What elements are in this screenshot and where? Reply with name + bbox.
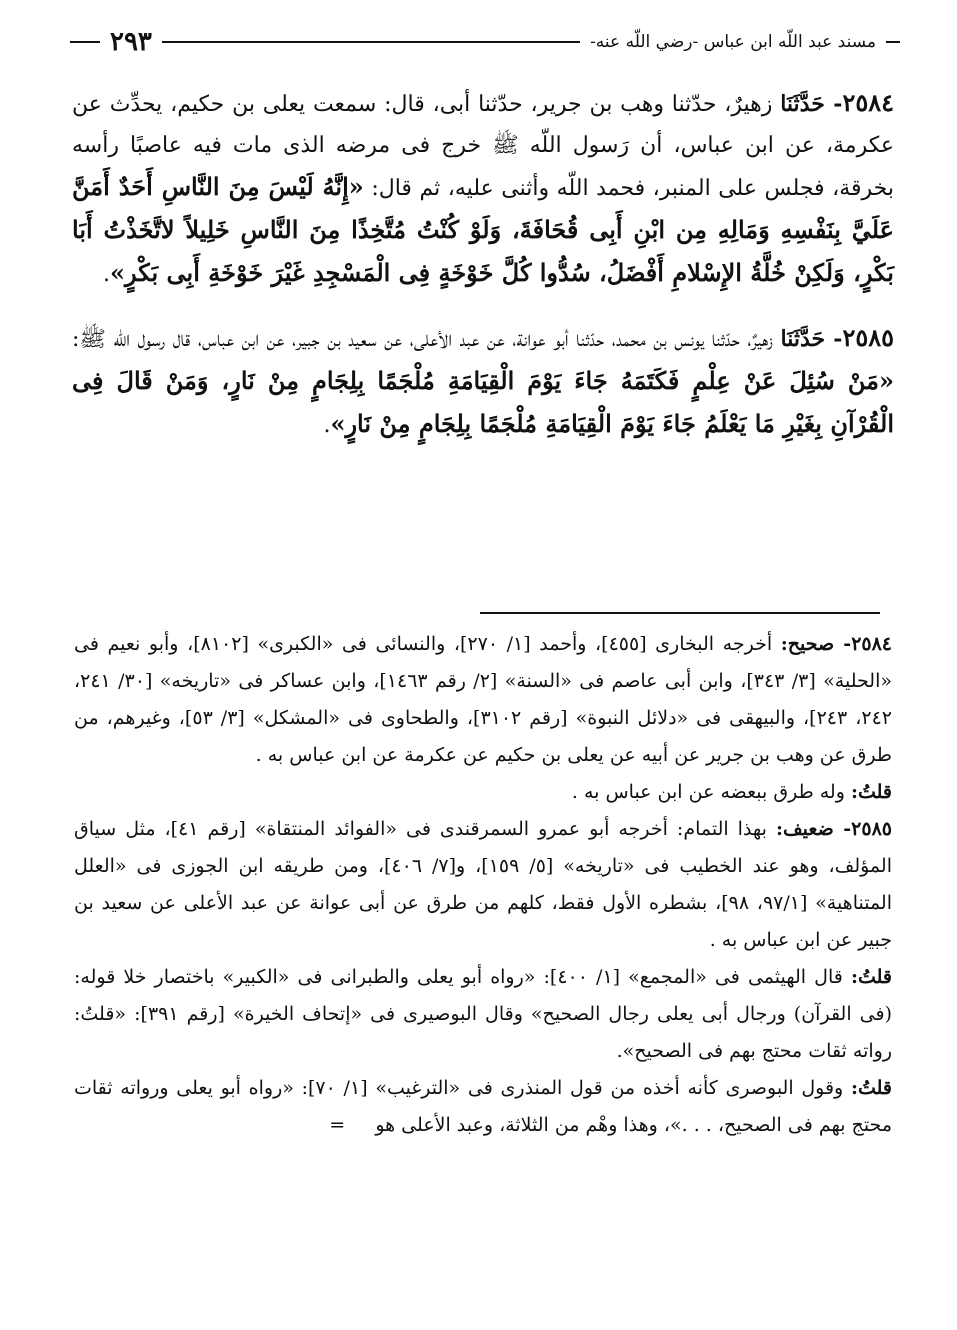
hadith-lead: - حَدَّثَنَا bbox=[780, 91, 843, 117]
footnote-2585 bbox=[74, 811, 892, 959]
header-rule bbox=[162, 41, 580, 43]
qult-text: وله طرق ببعضه عن ابن عباس به . bbox=[571, 781, 845, 803]
footnote-ref: ٢٥٨٥- ضعيف: bbox=[775, 818, 892, 840]
page-header bbox=[70, 20, 900, 64]
hadith-number: ٢٥٨٤ bbox=[842, 88, 894, 117]
footnote-text: أخرجه البخارى [٤٥٥]، وأحمد [١/ ٢٧٠]، والنسائى فى «الكبرى» [٨١٠٢]، وأبو نعيم فى «الحلية» [٣/ ٣٤٣]، وابن أبى عاصم فى «السنة» [٢/ رقم ١٤٦٣]، وابن عساكر فى «تاريخه» [٣٠/ ٢٤١، ٢٤٢، ٢٤٣]، والبيهقى فى «دلائل النبوة» [رقم ٣١٠٢]، والطحاوى فى «المشكل» [٣/ ٥٣]، وغيرهم، من طرق عن وهب بن جرير عن أبيه عن يعلى بن حكيم عن عكرمة عن ابن عباس به . bbox=[74, 633, 892, 766]
footnote-comment bbox=[74, 959, 892, 1070]
qult-text: وقول البوصرى كأنه أخذه من قول المنذرى فى «الترغيب» [١/ ٧٠]: «رواه أبو يعلى ورواته ثقات محتج بهم فى الصحيح، . . .»، وهذا وهْم من الثلاثة، وعبد الأعلى هو bbox=[74, 1077, 892, 1136]
footnote-separator bbox=[480, 612, 880, 614]
running-title: مسند عبد اللّه ابن عباس -رضي اللّه عنه- bbox=[590, 32, 876, 52]
qult-label: قلتُ: bbox=[850, 1077, 892, 1099]
hadith-matn: «إِنَّهُ لَيْسَ مِنَ النَّاسِ أَحَدٌ أَمَنَّ عَلَيَّ بِنَفْسِهِ وَمَالِهِ مِن ابْنِ أَبِى قُحَافَةَ، وَلَوْ كُنْتُ مُتَّخِذًا مِنَ النَّاسِ خَلِيلاً لاتَّخَذْتُ أَبَا بَكْرٍ، وَلَكِنْ خُلَّةُ الإِسْلامِ أَفْضَلُ، سُدُّوا كُلَّ خَوْخَةٍ فِى الْمَسْجِدِ غَيْرَ خَوْخَةِ أَبِى بَكْرٍ» bbox=[72, 172, 894, 287]
header-dash bbox=[70, 41, 100, 43]
hadith-2585 bbox=[72, 317, 894, 446]
footnote-ref: ٢٥٨٤- صحيح: bbox=[780, 633, 893, 655]
qult-label: قلتُ: bbox=[850, 781, 892, 803]
hadith-matn: «مَنْ سُئِلَ عَنْ عِلْمٍ فَكَتَمَهُ جَاءَ يَوْمَ الْقِيَامَةِ مُلْجَمًا بِلِجَامٍ مِنْ نَارٍ، وَمَنْ قَالَ فِى الْقُرْآنِ بِغَيْرِ مَا يَعْلَمُ جَاءَ يَوْمَ الْقِيَامَةِ مُلْجَمًا بِلِجَامٍ مِنْ نَارٍ» bbox=[72, 366, 894, 438]
hadith-isnad: زهيرٌ، حدّثنا وهب بن جرير، حدّثنا أبى، قال: سمعت يعلى بن حكيم، يحدِّث عن عكرمة، عن ابن عباس، أن رَسول اللّه ﷺ خرج فى مرضه الذى مات فيه عاصبًا رأسه بخرقة، فجلس على المنبر، فحمد اللّه وأثنى عليه، ثم قال: bbox=[72, 92, 894, 201]
page-number: ٢٩٣ bbox=[110, 27, 152, 57]
continued-mark: = bbox=[329, 1114, 346, 1136]
footnotes bbox=[74, 626, 892, 1144]
hadith-isnad: زهيرٌ، حدّثنا يونس بن محمد، حدّثنا أبو عوانة، عن عبد الأعلى، عن سعيد بن جبير، عن ابن عباس، قال رسول اللّه ﷺ: bbox=[72, 327, 773, 352]
hadith-end: . bbox=[323, 413, 331, 438]
footnote-2584 bbox=[74, 626, 892, 774]
hadith-number: ٢٥٨٥ bbox=[842, 323, 894, 352]
hadith-lead: - حَدَّثَنَا bbox=[780, 326, 843, 352]
qult-text: قال الهيثمى فى «المجمع» [١/ ٤٠٠]: «رواه أبو يعلى والطبرانى فى «الكبير» باختصار خلا قوله: (فى القرآن) ورجال أبى يعلى رجال الصحيح» وقال البوصيرى فى «إتحاف الخيرة» [رقم ٣٩١]: «قلتُ: رواته ثقات محتج بهم فى الصحيح». bbox=[74, 966, 893, 1062]
main-text bbox=[72, 82, 894, 468]
header-dash bbox=[886, 41, 900, 43]
footnote-comment bbox=[74, 774, 892, 811]
footnote-text: بهذا التمام: أخرجه أبو عمرو السمرقندى فى «الفوائد المنتقاة» [رقم ٤١]، مثل سياق المؤلف، وهو عند الخطيب فى «تاريخه» [٥/ ١٥٩]، و[٧/ ٤٠٦]، ومن طريقه ابن الجوزى فى «العلل المتناهية» [٩٧/١، ٩٨]، بشطره الأول فقط، كلهم من طرق عن أبى عوانة عن عبد الأعلى عن سعيد بن جبير عن ابن عباس به . bbox=[74, 818, 893, 951]
hadith-end: . bbox=[103, 262, 111, 287]
hadith-2584 bbox=[72, 82, 894, 295]
footnote-comment bbox=[74, 1070, 892, 1144]
qult-label: قلتُ: bbox=[850, 966, 892, 988]
